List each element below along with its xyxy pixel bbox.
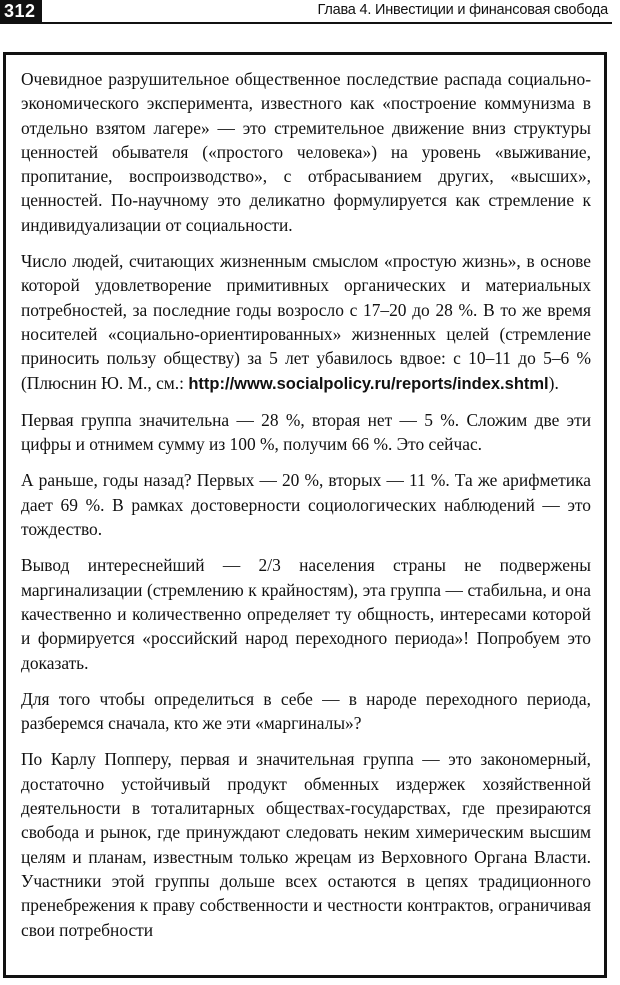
header-rule — [0, 22, 612, 24]
paragraph-1: Очевидное разрушительное общественное последствие распада социально-экономического эксперимента, известного как «построение коммунизма в отдельно взятом лагере» — это стремительное движение вниз структуры ценностей обывателя («простого человека») на уровень «выживание, пропитание, воспроизводство», с отбрасыванием других, «высших», ценностей. По-научному это деликатно формулируется как стремление к индивидуализации от социальности. — [21, 69, 591, 235]
page-header — [0, 0, 620, 26]
paragraph-6: Для того чтобы определиться в себе — в народе переходного периода, разберемся сначала, кто же эти «маргиналы»? — [21, 688, 591, 734]
paragraph-2 — [21, 249, 591, 396]
paragraph-3: Первая группа значительна — 28 %, вторая нет — 5 %. Сложим две эти цифры и отнимем сумму из 100 %, получим 66 %. Это сейчас. — [21, 409, 591, 455]
paragraph-7: По Карлу Попперу, первая и значительная группа — это закономерный, достаточно устойчивый продукт обменных издержек хозяйственной деятельности в тоталитарных обществах-государствах, где презираются свобода и рынок, где принуждают следовать неким химерическим высшим целям и планам, известным только жрецам из Верховного Органа Власти. Участники этой группы дольше всех остаются в цепях традиционного пренебрежения к праву собственности и честности контрактов, ограничивая свои потребности — [21, 749, 591, 940]
paragraph-2-end: ). — [548, 372, 559, 393]
paragraph-5: Вывод интереснейший — 2/3 населения страны не подвержены маргинализации (стремлению к крайностям), эта группа — стабильна, и она качественно и количественно определяет ту общность, интересами которой и формируется «российский народ переходного периода»! Попробуем это доказать. — [21, 555, 591, 673]
source-url-link[interactable]: http://www.socialpolicy.ru/reports/index.shtml — [188, 374, 549, 393]
chapter-title: Глава 4. Инвестиции и финансовая свобода — [317, 2, 608, 18]
page-number: 312 — [0, 0, 42, 22]
framed-text-box — [3, 52, 607, 978]
paragraph-4: А раньше, годы назад? Первых — 20 %, вторых — 11 %. Та же арифметика дает 69 %. В рамках достоверности социологических наблюдений — это тождество. — [21, 470, 591, 540]
paragraph-2-text: Число людей, считающих жизненным смыслом «простую жизнь», в основе которой удовлетворение примитивных органических и материальных потребностей, за последние годы возросло с 17–20 до 28 %. В то же время носителей «социально-ориентированных» жизненных целей (стремление приносить пользу обществу) за 5 лет убавилось вдвое: с 10–11 до 5–6 % (Плюснин Ю. М., см.: — [21, 251, 591, 393]
